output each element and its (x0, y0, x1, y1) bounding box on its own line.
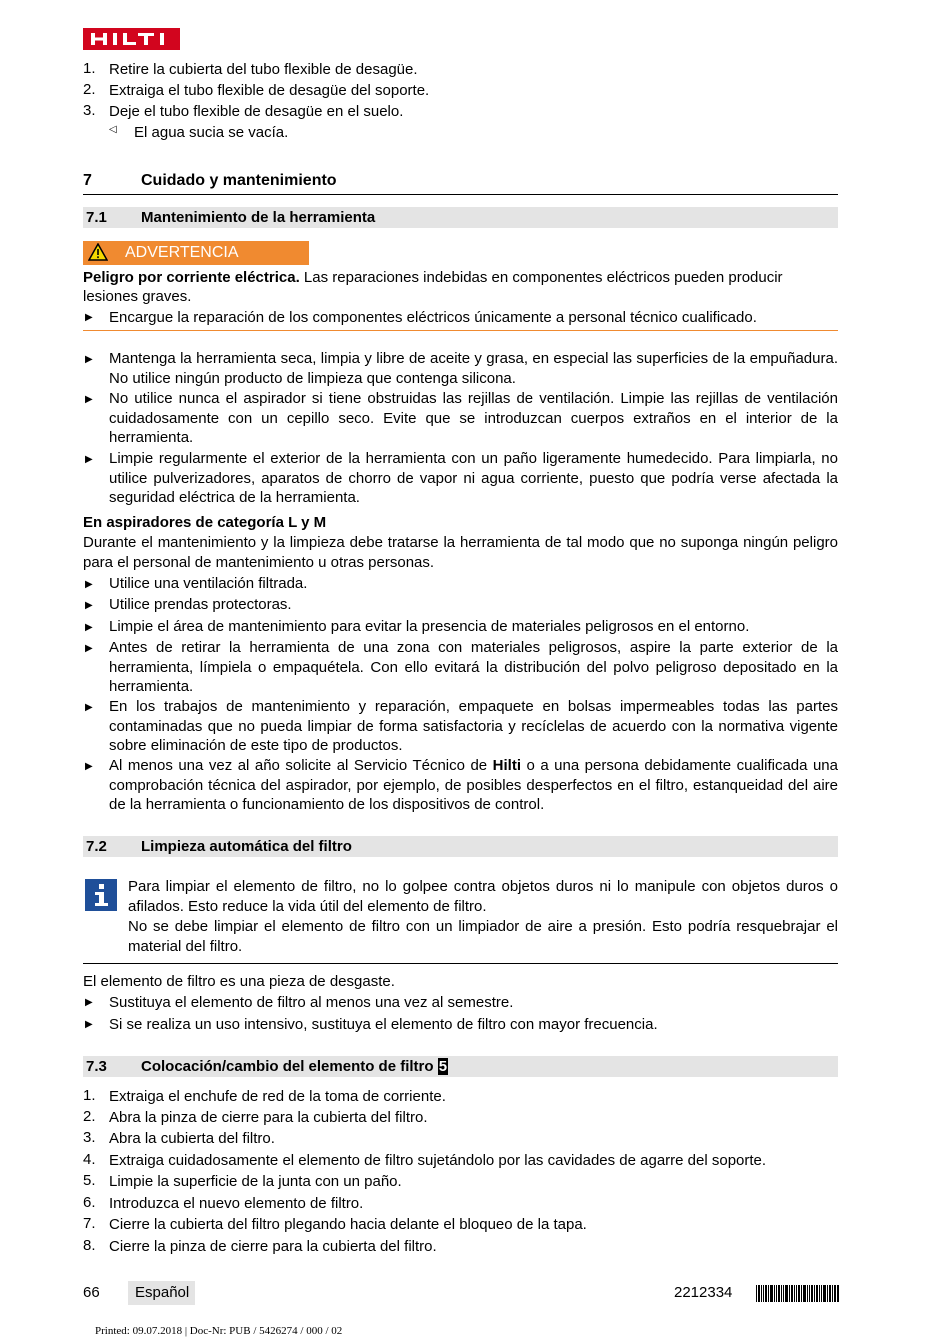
step-number: 4. (83, 1151, 96, 1168)
step-text: Limpie la superficie de la junta con un paño. (109, 1173, 402, 1190)
warning-bottom-rule (83, 330, 838, 331)
text-part: o a una persona debidamente cualificada una comprobación técnica del aspirador, por ejemplo, de posibles desperfectos en el filtro, estanqueidad del aire de la herramienta o funcionamiento de los dispositivos de control. (109, 757, 838, 813)
info-paragraph-1: Para limpiar el elemento de filtro, no lo golpee contra objetos duros ni lo manipule con objetos duros o afilados. Esto reduce la vida útil del elemento de filtro. (128, 878, 838, 915)
section-title: Colocación/cambio del elemento de filtro (141, 1058, 434, 1075)
language-badge (128, 1281, 195, 1305)
language-label: Español (135, 1284, 190, 1301)
bullet-text: Sustituya el elemento de filtro al menos una vez al semestre. (109, 994, 514, 1011)
warning-label: ADVERTENCIA (125, 244, 239, 261)
doc-number: 2212334 (674, 1284, 733, 1301)
section-number: 7.3 (86, 1058, 107, 1075)
step-text: Abra la cubierta del filtro. (109, 1130, 275, 1147)
bullet-icon: ▶ (85, 702, 93, 713)
bullet-icon: ▶ (85, 643, 93, 654)
info-bottom-rule (83, 963, 838, 964)
step-text: Deje el tubo flexible de desagüe en el suelo. (109, 103, 404, 120)
step-text: Abra la pinza de cierre para la cubierta del filtro. (109, 1109, 428, 1126)
lm-intro: Durante el mantenimiento y la limpieza debe tratarse la herramienta de tal modo que no suponga ningún peligro para el personal de mantenimiento u otras personas. (83, 534, 838, 571)
bullet-text: Limpie regularmente el exterior de la herramienta con un paño ligeramente humedecido. Para limpiarla, no utilice pulverizadores, aparatos de chorro de vapor ni agua corriente, puesto que podría verse afectada la seguridad eléctrica de la herramienta. (109, 450, 838, 506)
warning-text: Las reparaciones indebidas en componentes eléctricos pueden producir (299, 269, 783, 286)
step-number: 1. (83, 1087, 96, 1104)
bullet-icon: ▶ (85, 622, 93, 633)
step-number: 3. (83, 1129, 96, 1146)
section-7-2-heading (83, 836, 838, 857)
bullet-text: En los trabajos de mantenimiento y reparación, empaquete en bolsas impermeables todas las partes contaminadas que no pueda limpiar de forma satisfactoria y recíclelas de acuerdo con la normativa vigente sobre eliminación de este tipo de productos. (109, 698, 838, 754)
text-part: Al menos una vez al año solicite al Servicio Técnico de (109, 757, 493, 774)
info-paragraph-2: No se debe limpiar el elemento de filtro con un limpiador de aire a presión. Esto podría resquebrajar el material del filtro. (128, 918, 838, 955)
step-number: 5. (83, 1172, 96, 1189)
warning-text-line1 (83, 268, 838, 287)
step-number: 3. (83, 102, 96, 119)
section-number: 7.2 (86, 838, 107, 855)
bullet-icon: ▶ (85, 579, 93, 590)
bullet-icon: ▶ (85, 454, 93, 465)
step-number: 2. (83, 1108, 96, 1125)
step-text: Extraiga cuidadosamente el elemento de filtro sujetándolo por las cavidades de agarre del soporte. (109, 1152, 767, 1169)
lm-heading: En aspiradores de categoría L y M (83, 514, 327, 531)
warning-text-line2: lesiones graves. (83, 288, 192, 305)
section-title: Limpieza automática del filtro (141, 838, 352, 855)
hilti-brand-text: Hilti (492, 757, 521, 774)
step-number: 1. (83, 60, 96, 77)
bullet-text: Limpie el área de mantenimiento para evitar la presencia de materiales peligrosos en el entorno. (109, 618, 750, 635)
step-number: 2. (83, 81, 96, 98)
bullet-text: Si se realiza un uso intensivo, sustituya el elemento de filtro con mayor frecuencia. (109, 1016, 658, 1033)
bullet-icon: ▶ (85, 312, 93, 323)
bullet-text: Utilice prendas protectoras. (109, 596, 292, 613)
bullet-icon: ▶ (85, 997, 93, 1008)
step-text: Cierre la pinza de cierre para la cubierta del filtro. (109, 1238, 437, 1255)
section-number: 7 (83, 172, 92, 189)
section-title-wrap (141, 1058, 448, 1075)
bullet-icon: ▶ (85, 394, 93, 405)
bullet-text-hilti (109, 756, 838, 815)
bullet-text: No utilice nunca el aspirador si tiene obstruidas las rejillas de ventilación. Limpie las rejillas de ventilación cuidadosamente con un cepillo seco. Evite que se introduzcan cuerpos extraños en el interior de la herramienta. (109, 390, 838, 446)
figure-reference: 5 (438, 1058, 448, 1075)
warning-label-box (83, 241, 309, 265)
section-7-heading (83, 170, 838, 195)
hilti-logo (83, 28, 180, 50)
step-number: 6. (83, 1194, 96, 1211)
section-7-1-heading (83, 207, 838, 228)
section-7-3-heading (83, 1056, 838, 1077)
page-number: 66 (83, 1284, 100, 1301)
step-text: Extraiga el tubo flexible de desagüe del soporte. (109, 82, 430, 99)
step-text: Introduzca el nuevo elemento de filtro. (109, 1195, 364, 1212)
section-title: Mantenimiento de la herramienta (141, 209, 376, 226)
bullet-text: Antes de retirar la herramienta de una zona con materiales peligrosos, aspire la parte exterior de la herramienta, límpiela o empaquétela. Con ello evitará la distribución del polvo peligroso depositado en la herramienta. (109, 639, 838, 695)
bullet-text: Mantenga la herramienta seca, limpia y libre de aceite y grasa, en especial las superficies de la empuñadura. No utilice ningún producto de limpieza que contenga silicona. (109, 350, 838, 387)
bullet-icon: ▶ (85, 354, 93, 365)
step-text: Retire la cubierta del tubo flexible de desagüe. (109, 61, 418, 78)
result-triangle-icon: ◁ (109, 124, 117, 135)
bullet-text: Utilice una ventilación filtrada. (109, 575, 308, 592)
warning-triangle-icon (88, 243, 108, 261)
step-text: Extraiga el enchufe de red de la toma de corriente. (109, 1088, 446, 1105)
printed-info: Printed: 09.07.2018 | Doc-Nr: PUB / 5426274 / 000 / 02 (95, 1325, 343, 1337)
bullet-icon: ▶ (85, 600, 93, 611)
section-title: Cuidado y mantenimiento (141, 172, 337, 189)
bullet-icon: ▶ (85, 1019, 93, 1030)
info-icon (85, 879, 117, 911)
barcode (756, 1285, 839, 1302)
wear-text: El elemento de filtro es una pieza de desgaste. (83, 973, 395, 990)
section-number: 7.1 (86, 209, 107, 226)
warning-action: Encargue la reparación de los componentes eléctricos únicamente a personal técnico cualificado. (109, 309, 757, 326)
step-number: 7. (83, 1215, 96, 1232)
result-text: El agua sucia se vacía. (134, 124, 289, 141)
warning-lead: Peligro por corriente eléctrica. (83, 269, 300, 286)
step-number: 8. (83, 1237, 96, 1254)
bullet-icon: ▶ (85, 761, 93, 772)
step-text: Cierre la cubierta del filtro plegando hacia delante el bloqueo de la tapa. (109, 1216, 587, 1233)
